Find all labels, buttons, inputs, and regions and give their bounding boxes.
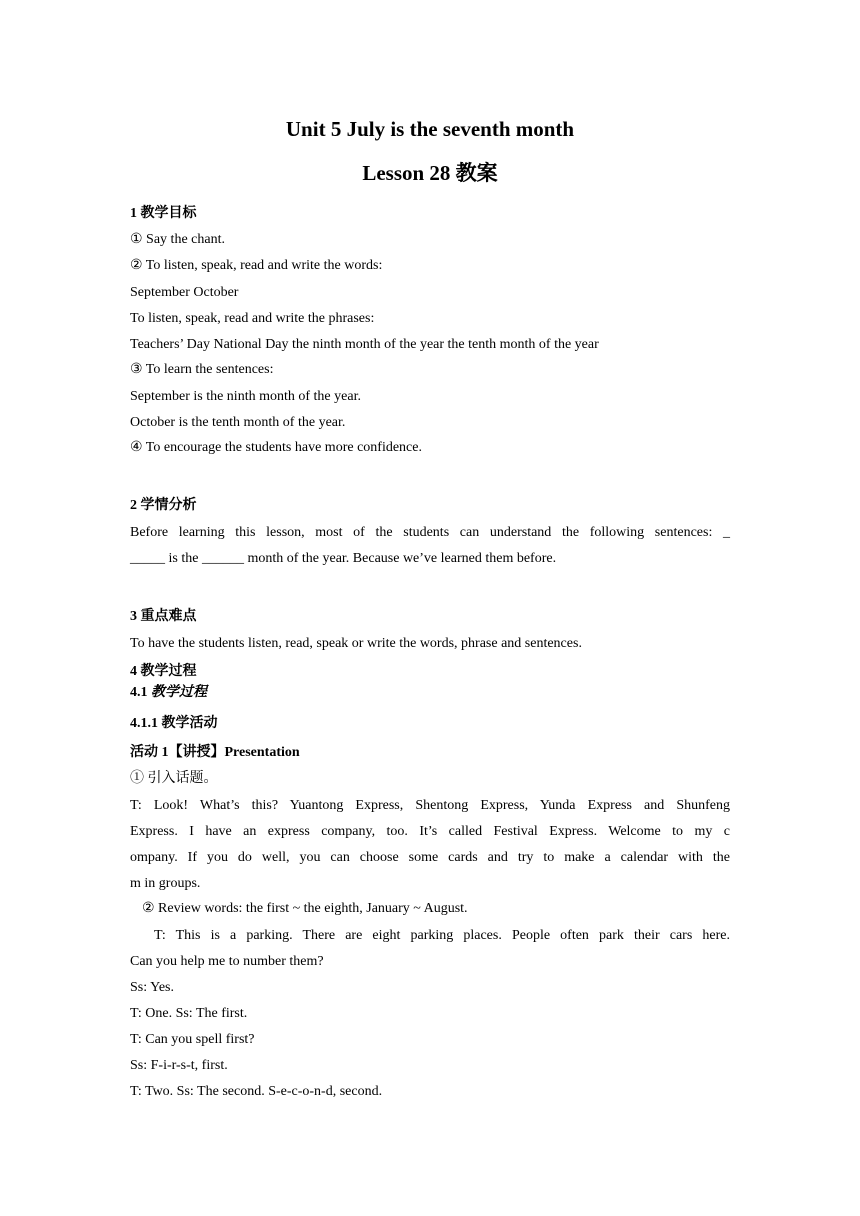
section-heading-key-points: 3 重点难点 — [130, 609, 197, 624]
key-points-text: To have the students listen, read, speak or write the words, phrase and sentences. — [130, 636, 582, 651]
phrases-instruction: To listen, speak, read and write the phrases: — [130, 311, 375, 326]
objective-1: ① Say the chant. — [130, 232, 225, 247]
subsection-heading-process — [130, 684, 730, 702]
dialogue-ss-yes: Ss: Yes. — [130, 980, 174, 995]
dialogue-ss-first: Ss: F-i-r-s-t, first. — [130, 1058, 228, 1073]
subsection-title: 教学过程 — [151, 685, 207, 700]
dialogue-t-spell: T: Can you spell first? — [130, 1032, 255, 1047]
dialogue-paragraph-line-1: T: Look! What’s this? Yuantong Express, Shentong Express, Yunda Express and Shunfeng — [130, 798, 730, 813]
step-2-heading: ② Review words: the first ~ the eighth, January ~ August. — [142, 901, 468, 916]
subsection-number: 4.1 — [130, 685, 151, 700]
dialogue-t-one: T: One. Ss: The first. — [130, 1006, 248, 1021]
analysis-text-1: Before learning this lesson, most of the students can understand the following sentences: _ — [130, 525, 730, 540]
sentence-1: September is the ninth month of the year. — [130, 389, 361, 404]
sentence-2: October is the tenth month of the year. — [130, 415, 346, 430]
dialogue-paragraph-line-4: m in groups. — [130, 876, 201, 891]
phrases-list: Teachers’ Day National Day the ninth month of the year the tenth month of the year — [130, 337, 599, 352]
objective-3: ③ To learn the sentences: — [130, 362, 274, 377]
document-subtitle: Lesson 28 教案 — [362, 161, 498, 185]
document-title: Unit 5 July is the seventh month — [285, 117, 575, 141]
parking-dialogue-line-2: Can you help me to number them? — [130, 954, 324, 969]
analysis-text-2: _____ is the ______ month of the year. Because we’ve learned them before. — [130, 551, 557, 566]
step-1-heading: ① 引入话题。 — [130, 771, 218, 786]
dialogue-paragraph-line-2: Express. I have an express company, too. It’s called Festival Express. Welcome to my c — [130, 824, 730, 839]
section-heading-objectives: 1 教学目标 — [130, 206, 197, 221]
activity-1-heading: 活动 1【讲授】Presentation — [130, 745, 300, 760]
section-heading-analysis: 2 学情分析 — [130, 498, 197, 513]
section-heading-process: 4 教学过程 — [130, 664, 197, 679]
objective-2: ② To listen, speak, read and write the words: — [130, 258, 383, 273]
dialogue-paragraph-line-3: ompany. If you do well, you can choose some cards and try to make a calendar with the — [130, 850, 730, 865]
words-list: September October — [130, 285, 239, 300]
objective-4: ④ To encourage the students have more confidence. — [130, 440, 422, 455]
parking-dialogue-line-1: T: This is a parking. There are eight parking places. People often park their cars here. — [154, 928, 730, 943]
dialogue-t-two: T: Two. Ss: The second. S-e-c-o-n-d, second. — [130, 1084, 383, 1099]
subsection-heading-activities: 4.1.1 教学活动 — [130, 716, 218, 731]
